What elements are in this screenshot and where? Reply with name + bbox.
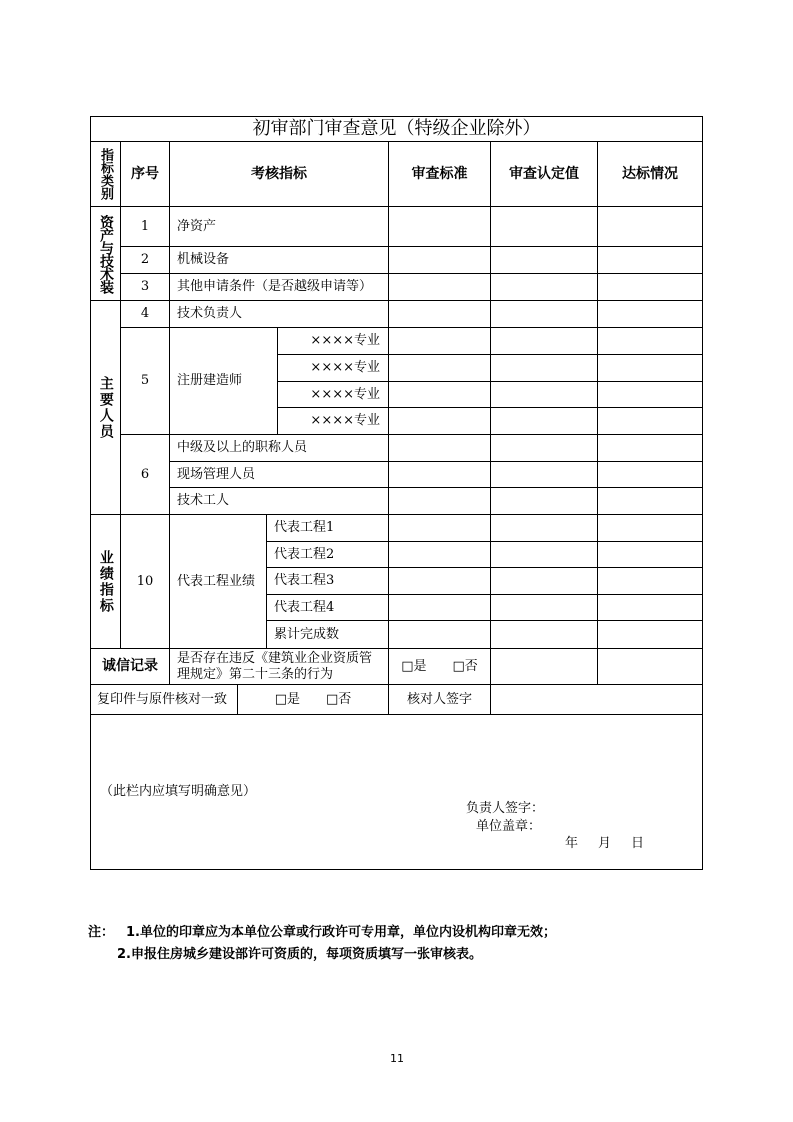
row1-label: 净资产 <box>177 218 217 234</box>
row2-seq: 2 <box>140 252 150 268</box>
row4-label: 技术负责人 <box>177 306 243 322</box>
row10-item: 代表工程1 <box>274 520 335 536</box>
credit-options[interactable]: □是 □否 <box>401 658 478 674</box>
header-status: 达标情况 <box>622 165 678 182</box>
opinion-responsible: 负责人签字： <box>466 801 545 817</box>
category-credit: 诚信记录 <box>102 658 158 675</box>
row3-label: 其他申请条件（是否越级申请等） <box>177 279 373 295</box>
row5-specialty: ××××专业 <box>310 360 380 376</box>
opinion-month: 月 <box>598 836 612 852</box>
row5-label: 注册建造师 <box>177 373 243 389</box>
header-approved: 审查认定值 <box>509 165 579 182</box>
opinion-hint: （此栏内应填写明确意见） <box>100 784 257 800</box>
row10-item: 代表工程3 <box>274 573 335 589</box>
row10-item: 累计完成数 <box>274 626 340 642</box>
copy-check-signer: 核对人签字 <box>406 691 472 707</box>
row6-seq: 6 <box>140 466 150 482</box>
row3-seq: 3 <box>140 279 150 295</box>
opinion-day: 日 <box>631 836 645 852</box>
row2-label: 机械设备 <box>177 252 230 268</box>
copy-check-label: 复印件与原件核对一致 <box>97 691 228 707</box>
page-number: 11 <box>390 1052 404 1066</box>
row5-specialty: ××××专业 <box>310 333 380 349</box>
credit-question: 是否存在违反《建筑业企业资质管理规定》第二十三条的行为 <box>177 650 373 682</box>
note-2: 2.申报住房城乡建设部许可资质的，每项资质填写一张审核表。 <box>117 947 482 962</box>
row5-specialty: ××××专业 <box>310 386 380 402</box>
row6-item: 中级及以上的职称人员 <box>177 440 308 456</box>
row5-specialty: ××××专业 <box>310 413 380 429</box>
header-indicator: 考核指标 <box>251 165 307 182</box>
category-assets: 资产与技术装 <box>98 214 114 293</box>
row5-seq: 5 <box>140 373 150 389</box>
row6-item: 技术工人 <box>177 493 230 509</box>
table-title: 初审部门审查意见（特级企业除外） <box>252 118 541 140</box>
header-category: 指标类别 <box>98 148 113 200</box>
row10-label: 代表工程业绩 <box>177 573 256 589</box>
header-standard: 审查标准 <box>411 165 468 182</box>
copy-check-options[interactable]: □是 □否 <box>274 691 352 707</box>
category-personnel: 主要人员 <box>97 375 114 440</box>
row1-seq: 1 <box>140 218 150 234</box>
row10-item: 代表工程2 <box>274 546 335 562</box>
opinion-seal: 单位盖章： <box>476 819 542 835</box>
notes-prefix: 注： <box>88 925 115 940</box>
category-performance: 业绩指标 <box>97 549 114 614</box>
note-1: 1.单位的印章应为本单位公章或行政许可专用章，单位内设机构印章无效； <box>126 925 556 940</box>
row10-seq: 10 <box>136 573 154 589</box>
opinion-year: 年 <box>565 836 579 852</box>
row10-item: 代表工程4 <box>274 599 335 615</box>
row4-seq: 4 <box>140 306 150 322</box>
header-seq: 序号 <box>131 165 159 182</box>
row6-item: 现场管理人员 <box>177 466 256 482</box>
